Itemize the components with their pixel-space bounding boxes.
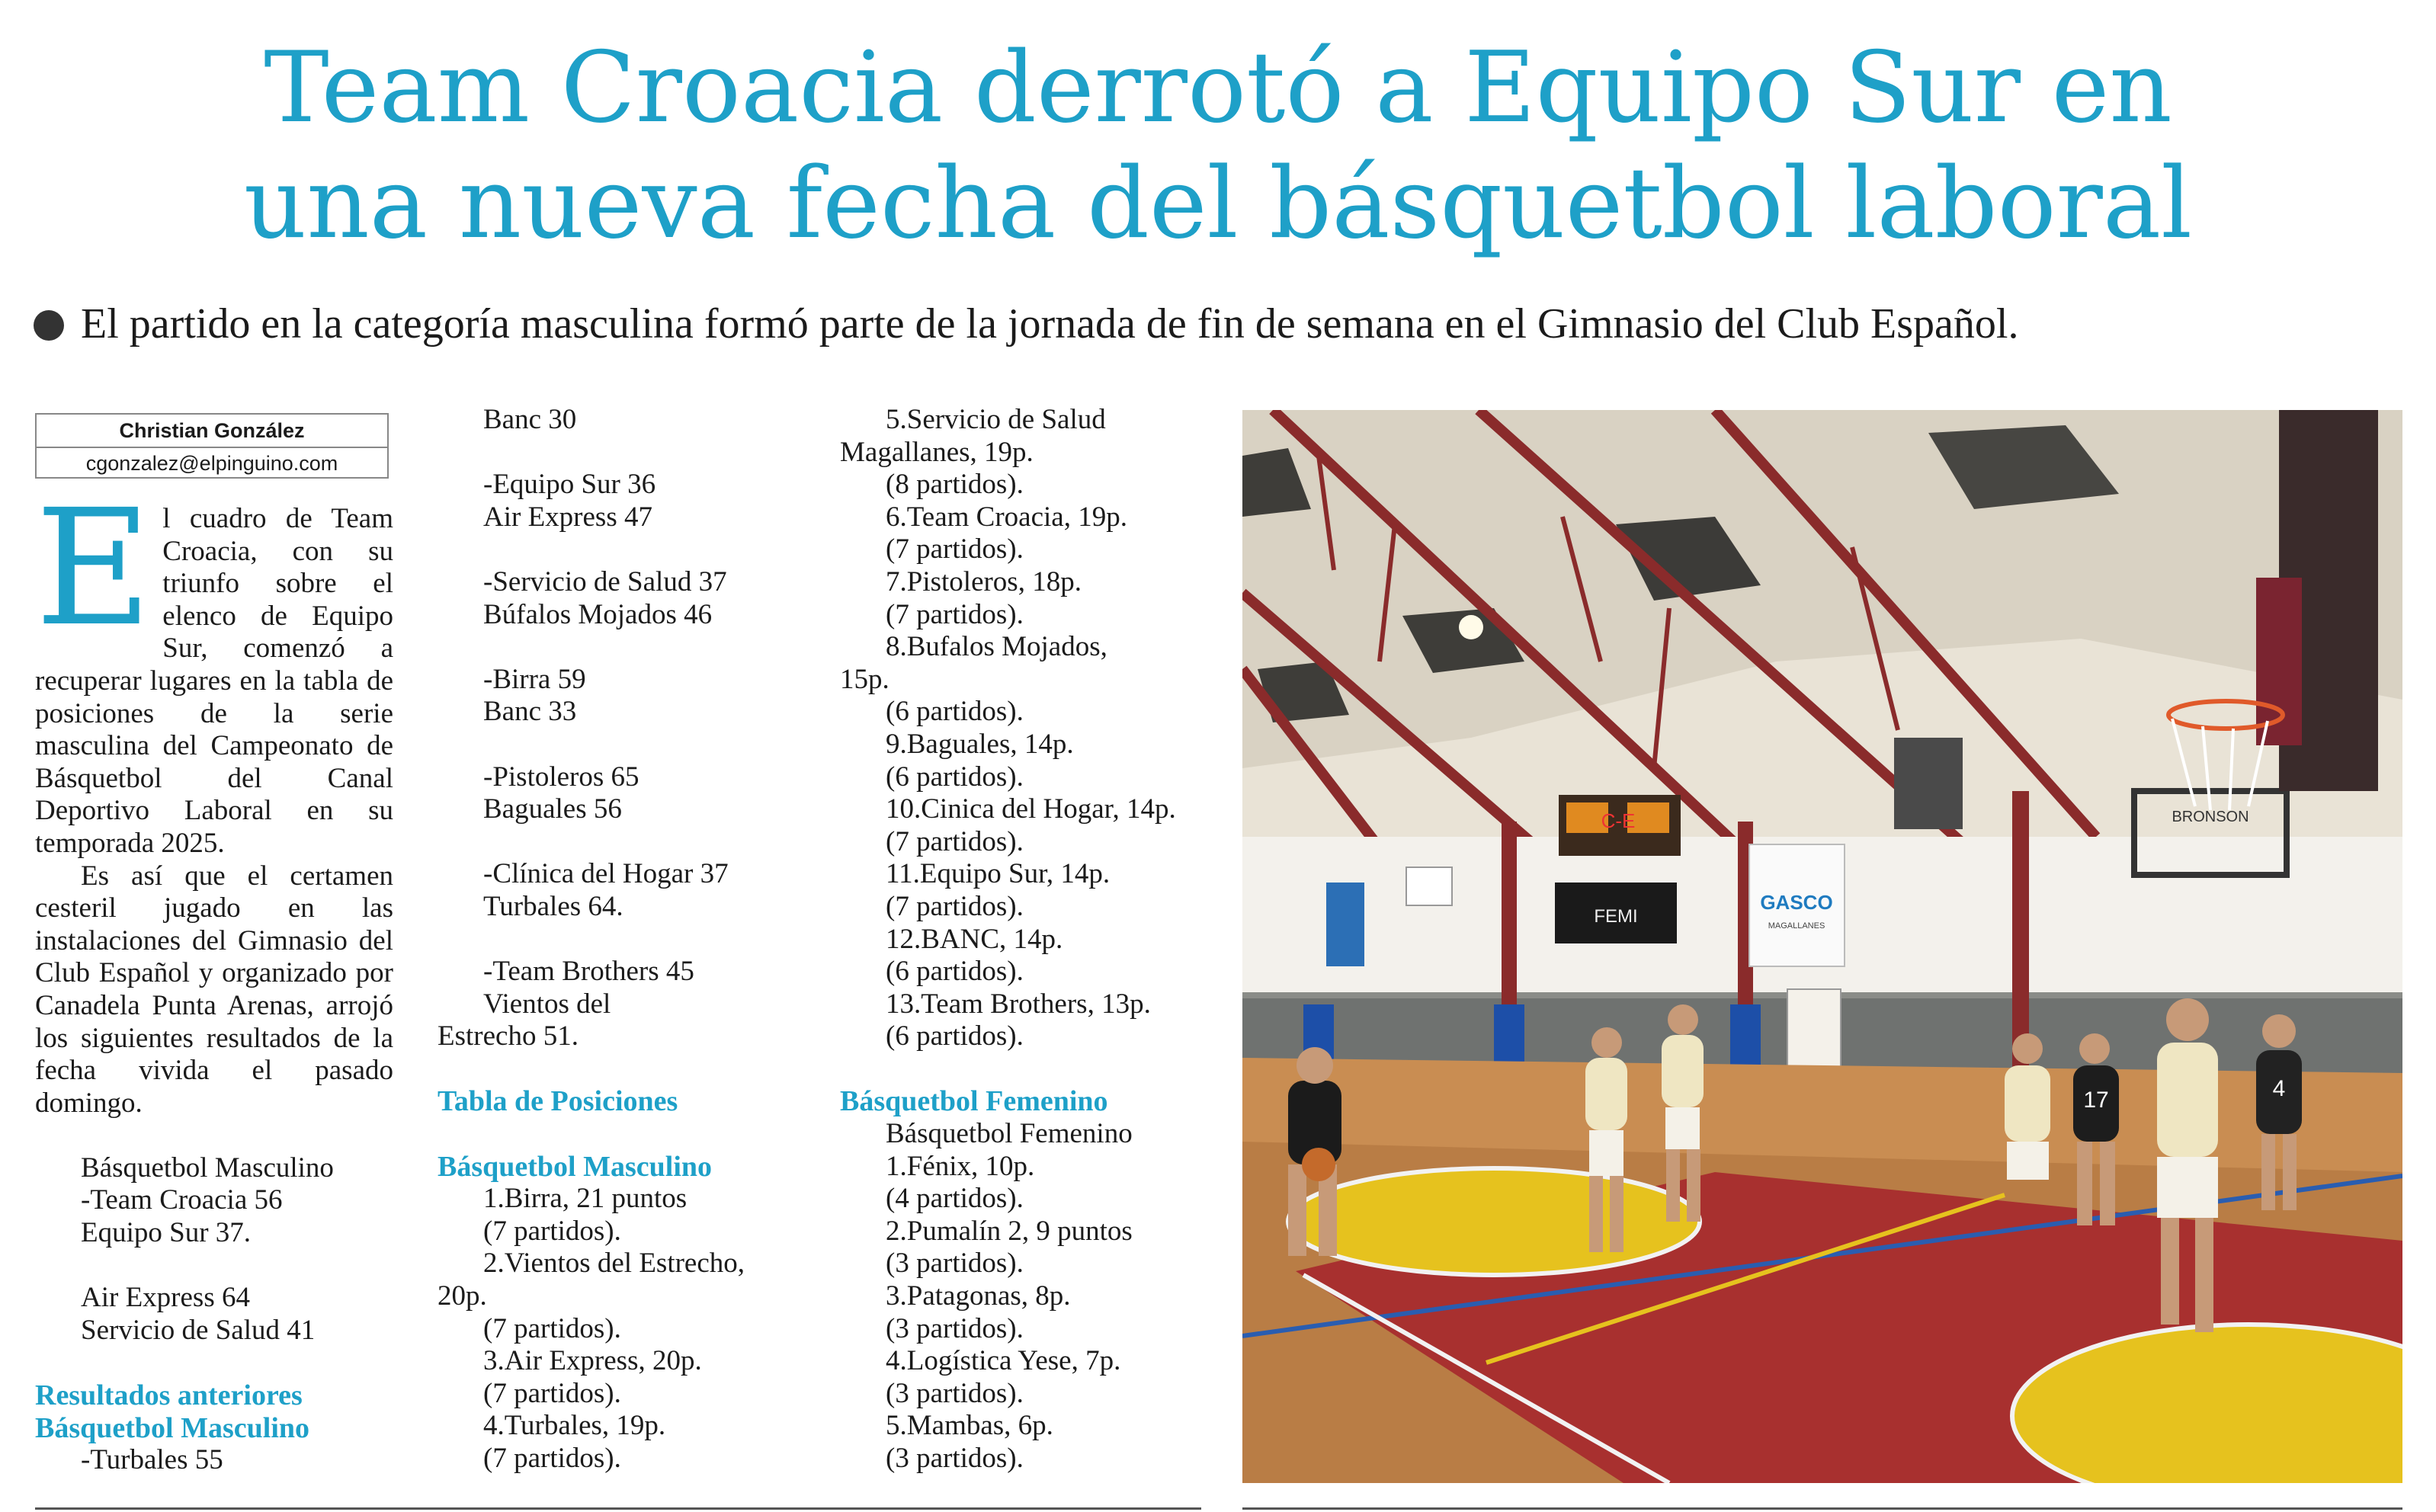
standing-line: (7 partidos). — [483, 1215, 621, 1247]
previous-results-subheading: Básquetbol Masculino — [35, 1411, 310, 1444]
standing-line: (6 partidos). — [886, 1020, 1024, 1052]
standing-line: (3 partidos). — [886, 1248, 1024, 1280]
women-standings-list — [840, 1151, 1198, 1475]
standing-line: 4.Logística Yese, 7p. — [886, 1345, 1121, 1377]
men-standings-list — [438, 1183, 796, 1475]
headline-line-1: Team Croacia derrotó a Equipo Sur en — [264, 31, 2172, 145]
previous-result-line: -Team Brothers 45 — [483, 956, 694, 988]
result-line: Servicio de Salud 41 — [81, 1314, 316, 1346]
byline-box — [35, 413, 389, 479]
result-line: -Team Croacia 56 — [81, 1184, 283, 1216]
headline-line-2: una nueva fecha del básquetbol laboral — [243, 147, 2193, 261]
standing-line: (7 partidos). — [886, 533, 1024, 565]
previous-result-line: -Equipo Sur 36 — [483, 469, 656, 501]
jersey-number-4: 4 — [2272, 1076, 2286, 1101]
previous-result-line: -Birra 59 — [483, 663, 586, 695]
standing-line: (3 partidos). — [886, 1377, 1024, 1409]
previous-results-list — [438, 404, 796, 924]
standing-line: 13.Team Brothers, 13p. — [886, 988, 1151, 1020]
standing-line: 12.BANC, 14p. — [886, 923, 1063, 955]
banner-femi-text: FEMI — [1594, 906, 1638, 927]
subheadline — [34, 299, 2412, 349]
article-column-3 — [840, 404, 1198, 1475]
bottom-rule-right — [1242, 1507, 2402, 1510]
results-title: Básquetbol Masculino — [81, 1152, 334, 1184]
drop-cap: E — [35, 475, 152, 662]
standing-line: (4 partidos). — [886, 1183, 1024, 1215]
men-standings-heading: Básquetbol Masculino — [438, 1150, 713, 1183]
standing-line: 20p. — [438, 1280, 487, 1312]
bullet-icon — [34, 310, 64, 341]
standing-line: 15p. — [840, 663, 889, 695]
article-column-1 — [35, 475, 393, 1477]
standing-line: Magallanes, 19p. — [840, 436, 1034, 468]
headline — [0, 30, 2436, 262]
previous-result-line: Estrecho 51. — [438, 1020, 579, 1052]
standing-line: 1.Fénix, 10p. — [886, 1150, 1035, 1182]
standing-line: (6 partidos). — [886, 696, 1024, 728]
lead-paragraph — [35, 475, 393, 860]
gym-scene-illustration — [1242, 410, 2402, 1483]
women-standings-heading: Básquetbol Femenino — [840, 1085, 1108, 1118]
result-line: Air Express 64 — [81, 1282, 250, 1314]
scoreboard-text: C-E — [1601, 809, 1636, 832]
results-list — [35, 1184, 393, 1347]
women-standings-subheading: Básquetbol Femenino — [886, 1118, 1133, 1150]
standing-line: 5.Mambas, 6p. — [886, 1410, 1053, 1442]
standing-line: 3.Air Express, 20p. — [483, 1345, 702, 1377]
previous-result-line: Turbales 64. — [483, 890, 623, 922]
standing-line: (3 partidos). — [886, 1443, 1024, 1474]
author-name: Christian González — [37, 415, 387, 448]
bottom-rule-left — [35, 1507, 1201, 1510]
standing-line: 2.Vientos del Estrecho, — [483, 1248, 745, 1280]
standing-line: (7 partidos). — [886, 890, 1024, 922]
standing-line: (6 partidos). — [886, 761, 1024, 793]
standing-line: 2.Pumalín 2, 9 puntos — [886, 1215, 1133, 1247]
standing-line: (7 partidos). — [886, 825, 1024, 857]
subheadline-text: El partido en la categoría masculina formó parte de la jornada de fin de semana en el Gimnasio del Club Español. — [81, 300, 2019, 348]
standing-line: (7 partidos). — [483, 1443, 621, 1474]
banner-gasco-text: GASCO — [1760, 891, 1833, 914]
second-paragraph: Es así que el certamen cesteril jugado en las instalaciones del Gimnasio del Club Español y organizado por Canadela Punta Arenas, arrojó los siguientes resultados de la fecha vivida el pasado domingo. — [35, 860, 393, 1119]
banner-gasco-sub: MAGALLANES — [1768, 921, 1825, 931]
standing-line: (6 partidos). — [886, 956, 1024, 988]
lead-paragraph-text: l cuadro de Team Croacia, con su triunfo sobre el elenco de Equipo Sur, comenzó a recuperar lugares en la tabla de posiciones de la serie masculina del Campeonato de Básquetbol del Canal Deportivo Laboral en su temporada 2025. — [35, 503, 393, 859]
standing-line: (8 partidos). — [886, 469, 1024, 501]
standing-line: (3 partidos). — [886, 1312, 1024, 1344]
standing-line: 8.Bufalos Mojados, — [886, 631, 1107, 663]
basketball-game-photo — [1242, 410, 2402, 1483]
jersey-number-17: 17 — [2083, 1088, 2109, 1113]
previous-result-line: Vientos del — [483, 988, 611, 1020]
standing-line: 7.Pistoleros, 18p. — [886, 565, 1082, 597]
backboard-text: BRONSON — [2172, 809, 2249, 825]
standing-line: 11.Equipo Sur, 14p. — [886, 858, 1111, 890]
previous-result-line: -Servicio de Salud 37 — [483, 565, 727, 597]
standing-line: 3.Patagonas, 8p. — [886, 1280, 1071, 1312]
previous-result-line: Búfalos Mojados 46 — [483, 598, 713, 630]
standing-line: 5.Servicio de Salud — [886, 404, 1106, 435]
previous-result-line: -Turbales 55 — [81, 1444, 223, 1476]
previous-results-heading: Resultados anteriores — [35, 1379, 303, 1412]
article-column-2 — [438, 404, 796, 1475]
standing-line: 9.Baguales, 14p. — [886, 728, 1074, 760]
standing-line: (7 partidos). — [483, 1312, 621, 1344]
standing-line: 4.Turbales, 19p. — [483, 1410, 666, 1442]
standing-line: 1.Birra, 21 puntos — [483, 1183, 688, 1215]
standing-line: 10.Cinica del Hogar, 14p. — [886, 793, 1176, 825]
previous-result-line: -Pistoleros 65 — [483, 761, 639, 793]
previous-result-line: -Clínica del Hogar 37 — [483, 858, 729, 890]
standing-line: (7 partidos). — [483, 1377, 621, 1409]
author-email: cgonzalez@elpinguino.com — [85, 452, 338, 475]
standings-heading: Tabla de Posiciones — [438, 1085, 678, 1118]
previous-result-line: Banc 33 — [483, 696, 577, 728]
standing-line: (7 partidos). — [886, 598, 1024, 630]
previous-result-line: Banc 30 — [483, 404, 577, 435]
men-standings-list-cont — [840, 404, 1198, 1053]
previous-result-line: Air Express 47 — [483, 501, 652, 533]
result-line: Equipo Sur 37. — [81, 1217, 252, 1249]
standing-line: 6.Team Croacia, 19p. — [886, 501, 1127, 533]
previous-result-line: Baguales 56 — [483, 793, 622, 825]
